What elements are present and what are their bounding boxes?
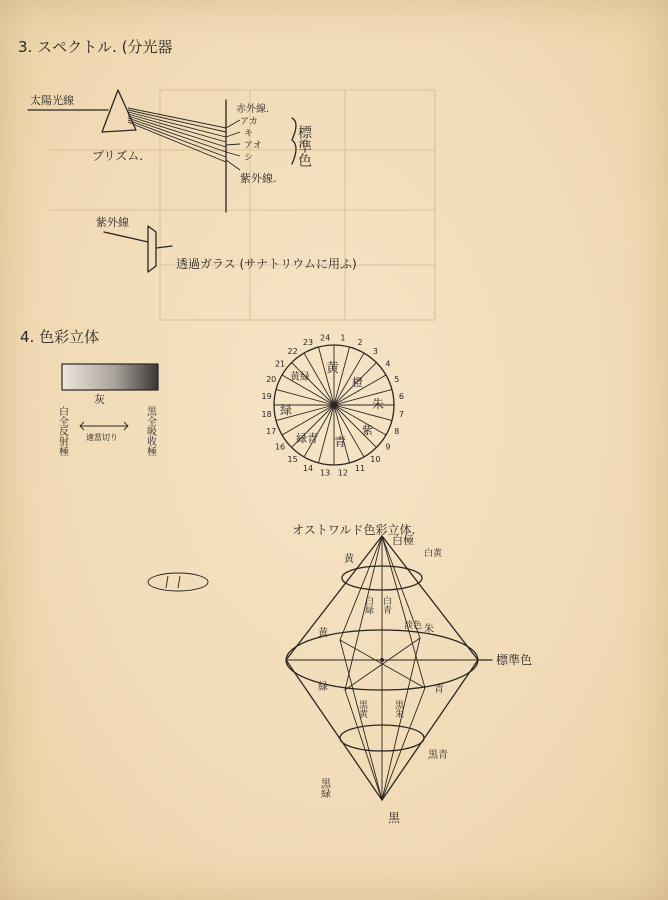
black-pole-label: 黒全吸收極 xyxy=(144,406,156,456)
hue-spoke xyxy=(318,347,334,405)
hue-number: 2 xyxy=(357,338,363,348)
section-4 xyxy=(20,328,532,825)
hue-number: 23 xyxy=(302,338,314,348)
uv-arrow xyxy=(104,232,148,242)
band-violet: シ xyxy=(244,153,254,163)
hue-number: 11 xyxy=(354,463,366,473)
gray-arrow-label: 適當切り xyxy=(86,433,118,442)
label-blue: 青 xyxy=(434,684,444,695)
hue-number: 7 xyxy=(398,409,404,419)
lens-shape xyxy=(148,226,156,272)
dispersed-rays xyxy=(128,108,240,170)
hue-circle xyxy=(261,334,403,478)
internal-lines xyxy=(286,536,478,800)
lens-label: 透過ガラス (サナトリウムに用ふ) xyxy=(176,257,357,271)
hue-number: 9 xyxy=(385,442,391,452)
label-black-red: 黒朱 xyxy=(393,700,403,718)
hue-number: 17 xyxy=(266,427,277,437)
section-3 xyxy=(18,38,357,272)
section-4-heading: 4. 色彩立体 xyxy=(20,328,100,346)
prism-label: プリズム. xyxy=(92,149,144,163)
lens-out-arrow xyxy=(156,246,172,248)
hue-number: 8 xyxy=(394,427,400,437)
hue-blue: 青 xyxy=(334,435,347,449)
sunlight-label: 太陽光線 xyxy=(30,94,74,107)
hue-number: 6 xyxy=(398,392,404,402)
hue-vermilion: 朱 xyxy=(372,397,385,411)
hue-number: 10 xyxy=(370,454,381,464)
hue-green-blue: 緑青 xyxy=(296,432,318,445)
label-pale-red: 淡色 xyxy=(404,621,423,631)
hue-number: 19 xyxy=(261,392,272,402)
hue-spoke xyxy=(334,405,350,463)
label-green: 緑 xyxy=(318,682,328,693)
hue-number: 14 xyxy=(302,463,314,473)
hue-number: 18 xyxy=(261,409,272,419)
hue-number: 24 xyxy=(320,333,331,343)
ostwald-solid xyxy=(286,522,532,825)
hue-number: 5 xyxy=(394,374,400,384)
hue-spoke xyxy=(334,347,350,405)
ostwald-title: オストワルド色彩立体. xyxy=(292,523,416,537)
hue-number: 16 xyxy=(274,442,286,452)
gray-center-label: 灰 xyxy=(94,393,105,406)
hue-number: 12 xyxy=(337,468,348,478)
hue-number: 13 xyxy=(320,468,331,478)
hue-number: 20 xyxy=(266,374,277,384)
band-ultraviolet: 紫外線. xyxy=(240,172,277,185)
label-yellow-mid: 黄 xyxy=(318,628,328,639)
standard-color-label: 標準色 xyxy=(296,125,312,167)
hue-number: 3 xyxy=(372,347,378,357)
gray-scale-bar xyxy=(62,364,158,390)
label-yellow-top: 黄 xyxy=(344,554,354,565)
label-white-green: 白緑 xyxy=(363,596,373,614)
hue-number: 21 xyxy=(274,359,286,369)
white-pole-label: 白全反射極 xyxy=(56,406,68,456)
hue-purple: 紫 xyxy=(362,424,373,437)
label-white-blue: 白青 xyxy=(381,596,391,614)
uv-label: 紫外線 xyxy=(96,216,129,229)
band-yellow: キ xyxy=(244,129,254,139)
band-infrared: 赤外線. xyxy=(236,104,270,115)
hue-yellow-green: 黄緑 xyxy=(290,372,310,383)
band-blue: アオ xyxy=(244,141,262,151)
label-black-green: 黒緑 xyxy=(318,778,330,798)
doodle-ellipse xyxy=(148,573,208,591)
hue-spoke xyxy=(318,405,334,463)
label-pale-yellow: 白黄 xyxy=(424,549,443,559)
hue-number: 15 xyxy=(287,454,298,464)
label-vermilion: 朱 xyxy=(424,624,434,635)
hue-number: 1 xyxy=(340,333,346,343)
section-3-heading: 3. スペクトル. (分光器 xyxy=(18,38,173,56)
label-white-pole: 白極 xyxy=(392,534,414,547)
label-standard: 標準色 xyxy=(496,653,533,667)
hue-yellow: 黄 xyxy=(326,361,340,376)
label-black-blue: 黒青 xyxy=(428,750,448,761)
hue-orange: 橙 xyxy=(352,376,363,389)
hue-number: 4 xyxy=(385,359,391,369)
label-black-yellow: 黒黄 xyxy=(357,700,367,718)
label-black-pole: 黒 xyxy=(388,811,401,825)
band-red: アカ xyxy=(240,117,258,127)
hue-green: 緑 xyxy=(280,403,293,417)
hue-number: 22 xyxy=(287,347,298,357)
